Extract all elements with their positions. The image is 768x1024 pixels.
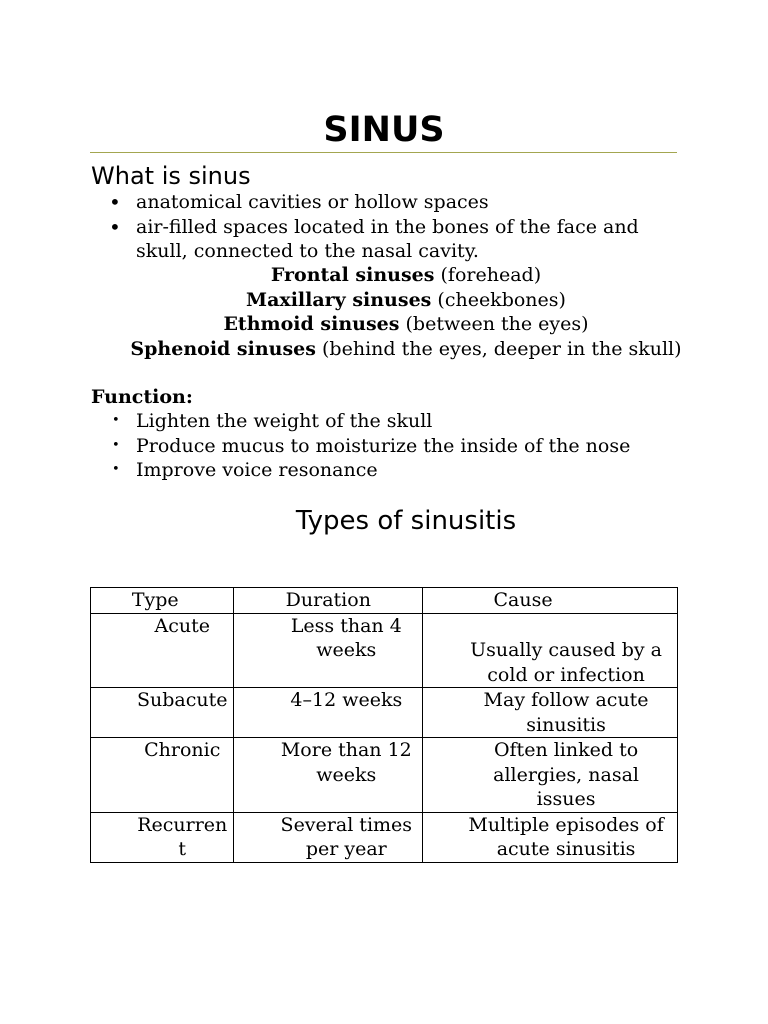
definition-list (91, 190, 681, 264)
cause-cell: Usually caused by a cold or infection (423, 613, 678, 688)
column-header-type: Type (91, 588, 234, 614)
sinus-entry (130, 263, 682, 288)
duration-cell: Less than 4 weeks (234, 613, 423, 688)
list-item-text: Produce mucus to moisturize the inside of the nose (136, 434, 631, 457)
table-row (91, 812, 678, 862)
column-header-duration: Duration (234, 588, 423, 614)
sinus-entry (130, 288, 682, 313)
title-divider (90, 152, 677, 153)
column-header-cause: Cause (423, 588, 678, 614)
sinus-location: (forehead) (440, 264, 542, 286)
sinusitis-table (90, 587, 678, 863)
bullet-icon: • (112, 437, 120, 453)
sinus-entry (130, 312, 682, 337)
sinus-name: Ethmoid sinuses (223, 313, 400, 335)
sinus-name: Maxillary sinuses (246, 288, 432, 311)
bullet-icon: • (109, 190, 121, 214)
duration-cell: Several times per year (234, 812, 423, 862)
list-item-text: air-filled spaces located in the bones of the face and skull, connected to the nasal cavity. (136, 215, 639, 262)
list-item (91, 409, 681, 434)
bullet-icon: • (112, 413, 120, 428)
bullet-icon: • (109, 214, 121, 239)
type-cell: Subacute (91, 688, 234, 738)
list-item-text: Improve voice resonance (136, 459, 378, 481)
list-item (91, 215, 681, 264)
bullet-icon: • (112, 462, 120, 477)
type-cell: Acute (91, 613, 234, 688)
function-heading: Function: (91, 386, 193, 408)
list-item (91, 434, 681, 459)
what-is-sinus-heading: What is sinus (91, 162, 251, 190)
sinus-entry (130, 337, 682, 362)
type-cell: Chronic (91, 738, 234, 813)
type-cell: Recurrent (91, 812, 234, 862)
sinus-name: Frontal sinuses (270, 264, 435, 286)
cause-cell: May follow acute sinusitis (423, 688, 678, 738)
sinus-location: (cheekbones) (437, 288, 566, 311)
list-item (91, 458, 681, 483)
sinus-name: Sphenoid sinuses (130, 337, 316, 360)
duration-cell: 4–12 weeks (234, 688, 423, 738)
table-header-row (91, 588, 678, 614)
sinus-location: (between the eyes) (405, 313, 589, 335)
types-heading: Types of sinusitis (295, 506, 517, 536)
cause-cell: Multiple episodes of acute sinusitis (423, 812, 678, 862)
table-row (91, 688, 678, 738)
page-title: SINUS (323, 110, 445, 150)
duration-cell: More than 12 weeks (234, 738, 423, 813)
list-item-text: anatomical cavities or hollow spaces (136, 191, 489, 213)
function-list (91, 409, 681, 483)
cause-cell: Often linked to allergies, nasal issues (423, 738, 678, 813)
sinus-types-list (130, 263, 682, 361)
list-item (91, 190, 681, 215)
table-row (91, 738, 678, 813)
table-row (91, 613, 678, 688)
list-item-text: Lighten the weight of the skull (136, 410, 433, 432)
sinus-location: (behind the eyes, deeper in the skull) (322, 337, 682, 360)
